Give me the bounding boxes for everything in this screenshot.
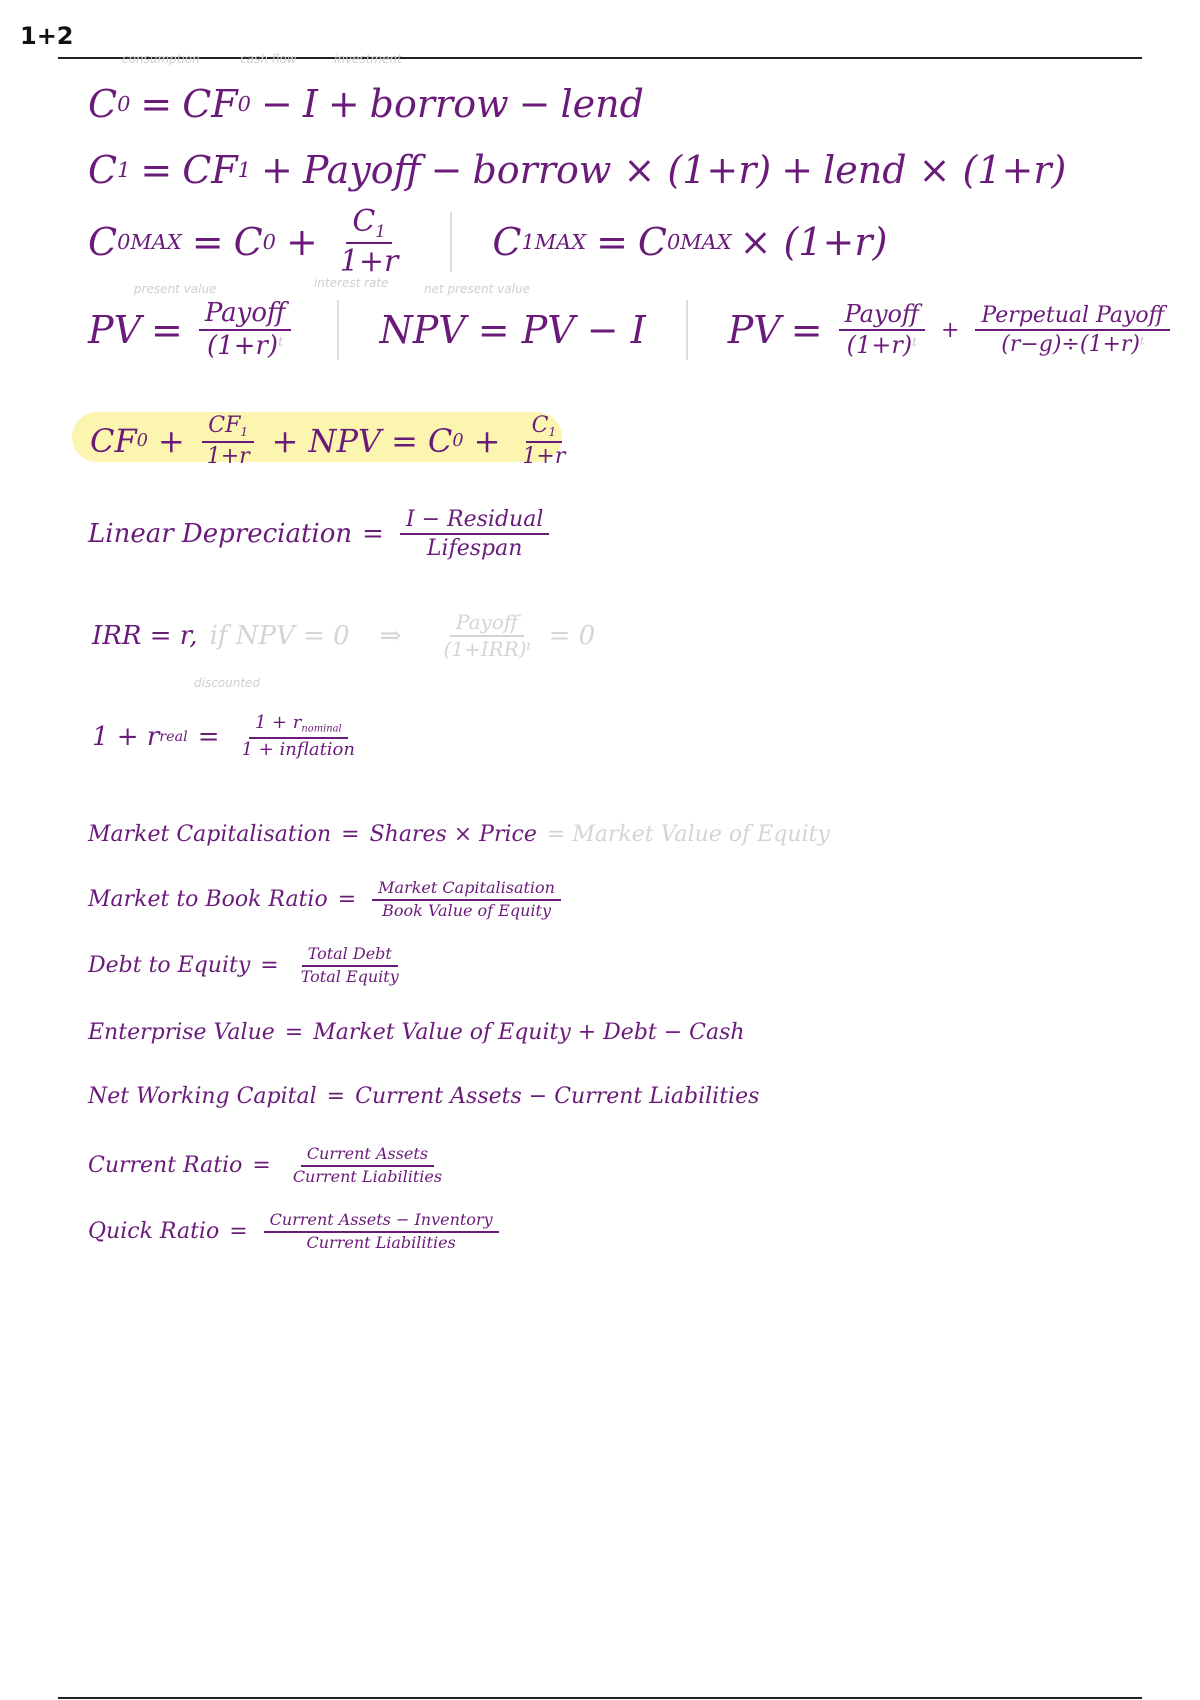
real-den: 1 + inflation [241,738,355,760]
hl-den-1: 1+r [206,443,250,469]
current-eq: = [252,1153,271,1179]
c1-payoff: Payoff [302,148,421,192]
quick-den: Current Liabilities [306,1232,456,1252]
hl-num-1: CF [208,413,241,438]
formula-depreciation [88,508,555,560]
c0max-num: C [352,204,376,239]
dte-eq: = [260,953,279,979]
separator [337,300,339,360]
formula-cmax-row [88,206,887,278]
ratio-market-cap [88,822,830,847]
formula-real-rate [92,714,367,760]
formula-c1 [88,148,1066,192]
c0-cf: CF [182,82,238,126]
annotation-investment: investment [334,52,402,66]
formula-pv-row [88,300,1176,361]
annotation-net-present-value: net present value [424,282,530,296]
hl-npv: NPV [308,422,382,460]
pvp-fraction-2 [975,304,1170,356]
pvp-lhs: PV [727,308,781,353]
pvp-plus: + [940,317,960,343]
dep-eq: = [362,519,384,550]
annotation-present-value: present value [134,282,217,296]
nwc-rhs: Current Assets − Current Liabilities [355,1084,760,1109]
dte-fraction [295,946,405,986]
annotation-consumption: consumption [122,52,200,66]
formula-c0 [88,82,644,126]
page-label: 1+2 [20,22,74,50]
hl-plus-1: + [157,422,185,460]
hl-den-2: 1+r [522,443,566,469]
pv-eq: = [151,308,183,353]
real-num-sub: nominal [301,723,342,735]
c0max-den: 1+r [339,244,399,280]
irr-condition: if NPV = 0 [209,621,350,651]
c1-cf-sub: 1 [237,158,251,182]
ev-lhs: Enterprise Value [88,1020,275,1045]
c1-plus-2: + [781,148,814,192]
c0-plus: + [327,82,360,126]
c0max-fraction [334,206,405,278]
hl-cf0-sub: 0 [136,431,148,451]
irr-den: (1+IRR) [443,637,527,661]
separator [450,212,452,272]
market-cap-eq: = [341,822,360,847]
mtb-fraction [372,880,561,920]
c0-cf-sub: 0 [237,92,251,116]
hl-fraction-1 [201,414,256,468]
dte-den: Total Equity [300,966,399,986]
ratio-debt-to-equity [88,946,411,986]
real-lhs-sub: real [159,728,188,745]
annotation-discounted: discounted [194,676,261,690]
c1max-c0max-sub: 0MAX [667,229,732,254]
current-den: Current Liabilities [292,1166,443,1186]
pv-fraction [199,300,292,361]
c1max-factor: × (1+r) [739,219,888,264]
ratio-market-to-book [88,880,567,920]
c1-plus-1: + [260,148,293,192]
current-fraction [287,1146,448,1186]
mtb-eq: = [337,887,357,913]
mtb-num: Market Capitalisation [372,880,561,901]
annotation-cash-flow: cash flow [240,52,297,66]
current-lhs: Current Ratio [88,1153,243,1179]
market-cap-lhs: Market Capitalisation [88,822,332,847]
ratio-quick [88,1212,505,1252]
c0max-lhs-sub: 0MAX [117,229,182,254]
pv-num: Payoff [199,300,292,331]
ratio-net-working-capital [88,1084,759,1109]
quick-lhs: Quick Ratio [88,1219,220,1245]
pv-lhs: PV [88,308,142,353]
irr-lhs: IRR = r, [92,621,198,651]
market-cap-rhs: Shares × Price [369,822,537,847]
dte-num: Total Debt [302,946,398,967]
c1-minus: − [430,148,463,192]
c1max-lhs-sub: 1MAX [521,229,587,254]
pvp-num-2: Perpetual Payoff [975,304,1170,331]
c0max-lhs: C [88,219,118,264]
c0-borrow: borrow [369,82,509,126]
ratio-enterprise-value [88,1020,745,1045]
hl-num-2-sub: 1 [548,425,557,440]
formula-highlight [90,414,577,468]
quick-num: Current Assets − Inventory [264,1212,499,1233]
annotation-interest-rate: interest rate [314,276,389,290]
real-lhs: 1 + r [92,721,160,752]
hl-num-1-sub: 1 [240,425,249,440]
pv-den-sup: t [278,335,284,351]
c0max-eq: = [191,219,224,264]
hl-fraction-2 [516,414,571,468]
formula-irr [92,612,595,660]
mtb-lhs: Market to Book Ratio [88,887,328,913]
c0max-num-sub: 1 [375,221,386,241]
quick-eq: = [229,1219,248,1245]
pvp-den-2: (r−g)÷(1+r) [1001,332,1140,358]
pvp-fraction-1 [839,302,925,358]
c0-minus-2: − [518,82,551,126]
dep-lhs: Linear Depreciation [88,519,353,550]
c1max-c0max: C [637,219,667,264]
nwc-eq: = [326,1084,346,1109]
c1-eq: = [140,148,173,192]
mtb-den: Book Value of Equity [382,900,551,920]
top-rule [58,57,1142,59]
irr-fraction [437,612,536,660]
c1-cf: CF [182,148,238,192]
c1-borrow: borrow × (1+r) [472,148,772,192]
npv-formula: NPV = PV − I [379,308,646,353]
separator [686,300,688,360]
bottom-rule [58,1697,1142,1699]
hl-plus-3: + [473,422,501,460]
c0-investment: I [302,82,318,126]
irr-num: Payoff [450,612,524,637]
pvp-den-2-sup: t [1139,334,1145,348]
ratio-current [88,1146,454,1186]
pv-den: (1+r) [207,331,279,362]
c1-lhs: C [88,148,118,192]
c1max-eq: = [596,219,628,264]
ev-eq: = [284,1020,304,1045]
real-eq: = [197,721,220,752]
pvp-den-1-sup: t [912,335,917,350]
irr-den-sup: t [526,642,531,653]
c0max-c0-sub: 0 [262,229,276,254]
ev-rhs: Market Value of Equity + Debt − Cash [313,1020,745,1045]
c0-lhs-sub: 0 [117,92,131,116]
hl-plus-2: + [271,422,299,460]
dep-fraction [400,508,549,560]
quick-fraction [264,1212,499,1252]
hl-eq: = [391,422,418,460]
irr-rhs: = 0 [548,621,596,651]
market-cap-extra: = Market Value of Equity [546,822,830,847]
hl-cf0: CF [90,422,137,460]
hl-num-2: C [531,413,549,438]
real-fraction [236,714,361,760]
c1-lend: lend × (1+r) [823,148,1067,192]
hl-c0-sub: 0 [452,431,464,451]
current-num: Current Assets [301,1146,434,1167]
dep-den: Lifespan [426,536,523,562]
pvp-den-1: (1+r) [846,331,913,360]
dte-lhs: Debt to Equity [88,953,251,979]
nwc-lhs: Net Working Capital [88,1084,317,1109]
hl-c0: C [427,422,453,460]
pvp-eq: = [790,308,823,353]
real-num: 1 + r [254,712,302,733]
c0-eq: = [140,82,173,126]
c0-minus-1: − [260,82,293,126]
c0max-c0: C [233,219,263,264]
dep-num: I − Residual [400,508,549,535]
c0-lhs: C [88,82,118,126]
pvp-num-1: Payoff [839,302,925,331]
irr-faint-group [431,612,542,660]
c0max-plus: + [285,219,318,264]
irr-arrow: ⇒ [379,621,402,651]
c1-lhs-sub: 1 [117,158,131,182]
c1max-lhs: C [492,219,522,264]
c0-lend: lend [560,82,644,126]
